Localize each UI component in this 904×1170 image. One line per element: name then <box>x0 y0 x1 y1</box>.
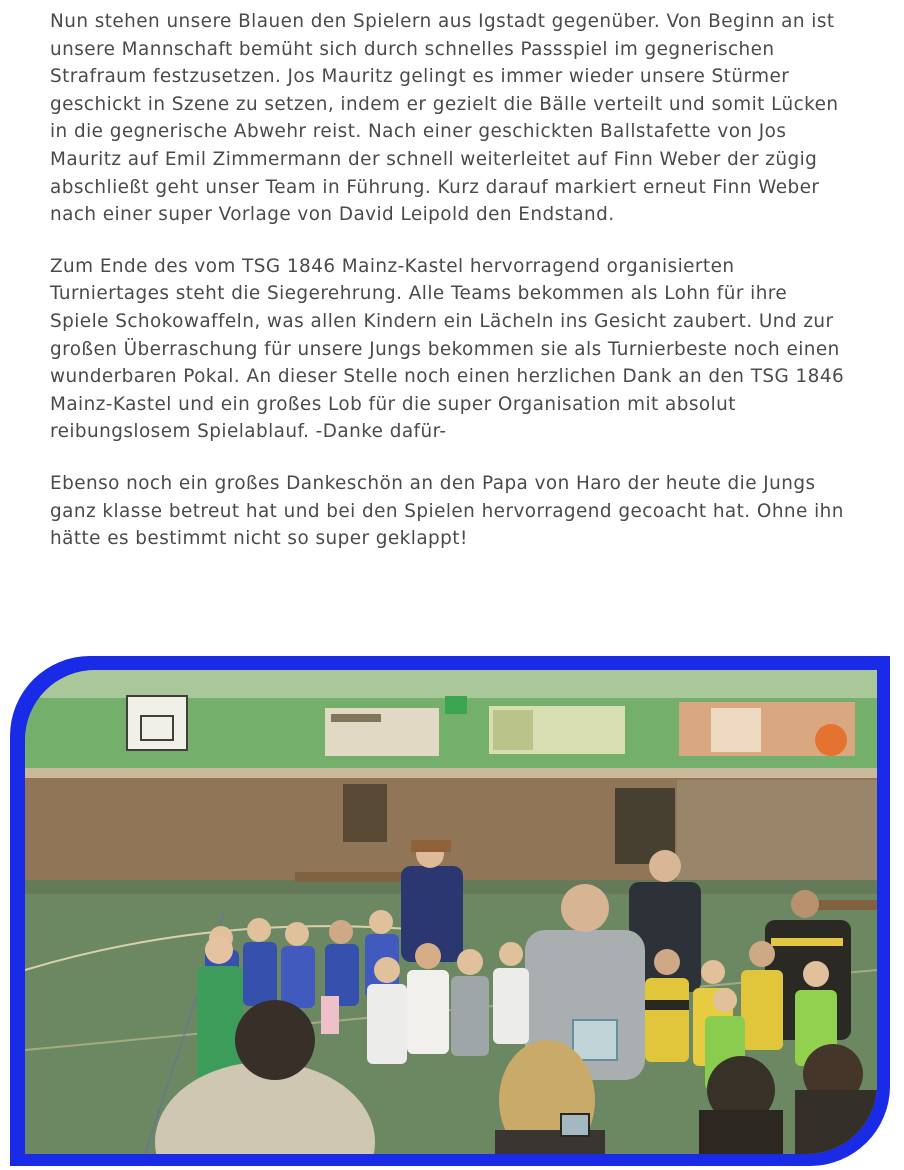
article-paragraph-1: Nun stehen unsere Blauen den Spielern aus Igstadt gegenüber. Von Beginn an ist unsere Mannschaft bemüht sich durch schnelles Passspiel im gegnerischen Strafraum festzusetzen. Jos Mauritz gelingt es immer wieder unsere Stürmer geschickt in Szene zu setzen, indem er gezielt die Bälle verteilt und somit Lücken in die gegnerische Abwehr reist. Nach einer geschickten Ballstafette von Jos Mauritz auf Emil Zimmermann der schnell weiterleitet auf Finn Weber der zügig abschließt geht unser Team in Führung. Kurz darauf markiert erneut Finn Weber nach einer super Vorlage von David Leipold den Endstand. <box>50 11 839 226</box>
team-photo-illustration <box>25 670 877 1154</box>
article-paragraph-2: Zum Ende des vom TSG 1846 Mainz-Kastel hervorragend organisierten Turniertages steht die Siegerehrung. Alle Teams bekommen als Lohn für ihre Spiele Schokowaffeln, was allen Kindern ein Lächeln ins Gesicht zaubert. Und zur großen Überraschung für unsere Jungs bekommen sie als Turnierbeste noch einen wunderbaren Pokal. An dieser Stelle noch einen herzlichen Dank an den TSG 1846 Mainz-Kastel und ein großes Lob für die super Organisation mit absolut reibungslosem Spielablauf. -Danke dafür- <box>50 255 845 443</box>
photo-frame <box>10 656 890 1166</box>
article-body <box>50 8 850 577</box>
article-paragraph-3: Ebenso noch ein großes Dankeschön an den Papa von Haro der heute die Jungs ganz klasse betreut hat und bei den Spielen hervorragend gecoacht hat. Ohne ihn hätte es bestimmt nicht so super geklappt! <box>50 472 844 550</box>
team-photo[interactable] <box>25 670 877 1154</box>
